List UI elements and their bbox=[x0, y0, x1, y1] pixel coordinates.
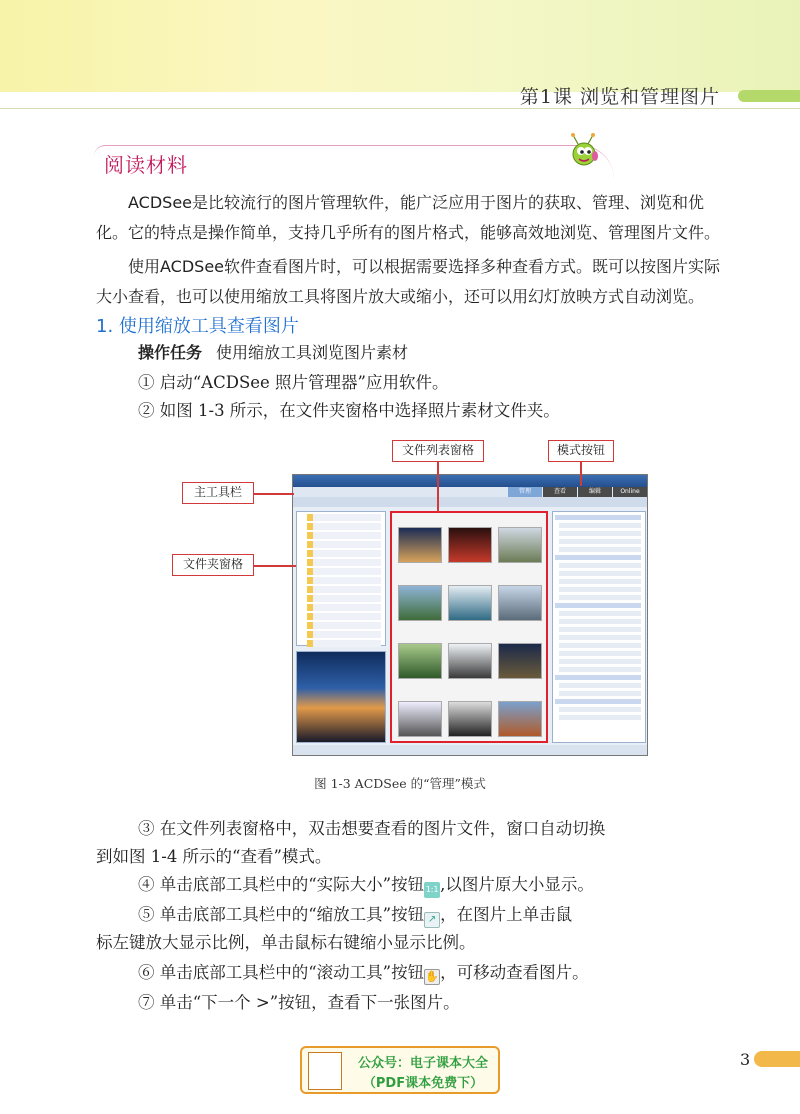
page-number: 3 bbox=[740, 1050, 751, 1069]
thumbnail bbox=[448, 527, 492, 563]
intro-paragraph: ACDSee是比较流行的图片管理软件，能广泛应用于图片的获取、管理、浏览和优化。它的特点是操作简单，支持几乎所有的图片格式，能够高效地浏览、管理图片文件。 bbox=[96, 193, 721, 242]
step-4-text-b: ,以图片原大小显示。 bbox=[440, 875, 594, 894]
thumbnail bbox=[398, 643, 442, 679]
step-3-line-1: ③ 在文件列表窗格中，双击想要查看的图片文件，窗口自动切换 bbox=[138, 819, 606, 838]
header-band bbox=[0, 0, 800, 92]
callout-file-list-pane: 文件列表窗格 bbox=[392, 440, 484, 462]
thumbnail bbox=[498, 701, 542, 737]
callout-leader bbox=[254, 493, 294, 495]
mode-tab-view[interactable]: 查看 bbox=[543, 487, 577, 497]
thumbnail bbox=[498, 585, 542, 621]
thumbnail bbox=[448, 643, 492, 679]
page-tab-decoration bbox=[754, 1051, 800, 1067]
callout-mode-buttons: 模式按钮 bbox=[548, 440, 614, 462]
mascot-icon bbox=[564, 132, 600, 168]
thumbnail bbox=[448, 701, 492, 737]
mode-tab-online[interactable]: Online bbox=[613, 487, 647, 497]
step-6-text-a: ⑥ 单击底部工具栏中的“滚动工具”按钮 bbox=[138, 963, 425, 982]
step-4 bbox=[138, 870, 594, 900]
task-text: 使用缩放工具浏览图片素材 bbox=[216, 343, 409, 362]
main-toolbar bbox=[293, 497, 647, 507]
step-5-line-1 bbox=[138, 900, 572, 930]
step-7: ⑦ 单击“下一个 >”按钮，查看下一张图片。 bbox=[138, 993, 460, 1012]
callout-leader bbox=[254, 565, 296, 567]
actual-size-icon: 1:1 bbox=[424, 882, 440, 898]
watermark-stamp bbox=[300, 1046, 500, 1094]
step-3-line-2: 到如图 1-4 所示的“查看”模式。 bbox=[96, 847, 332, 866]
section-heading: 1. 使用缩放工具查看图片 bbox=[96, 316, 299, 337]
reading-banner bbox=[94, 145, 714, 181]
lesson-tab-decoration bbox=[738, 90, 800, 102]
thumbnail bbox=[398, 701, 442, 737]
step-1: ① 启动“ACDSee 照片管理器”应用软件。 bbox=[138, 373, 449, 392]
task-line bbox=[138, 340, 408, 363]
step-5-line-2: 标左键放大显示比例，单击鼠标右键缩小显示比例。 bbox=[96, 933, 476, 952]
thumbnail bbox=[498, 527, 542, 563]
folder-pane bbox=[296, 511, 386, 646]
banner-title: 阅读材料 bbox=[104, 153, 188, 177]
properties-pane bbox=[552, 511, 646, 743]
book-icon bbox=[308, 1052, 342, 1090]
usage-paragraph: 使用ACDSee软件查看图片时，可以根据需要选择多种查看方式。既可以按图片实际大小查看，也可以使用缩放工具将图片放大或缩小，还可以用幻灯放映方式自动浏览。 bbox=[96, 257, 721, 306]
callout-leader bbox=[437, 462, 439, 512]
mode-tab-manage[interactable]: 管理 bbox=[508, 487, 542, 497]
mode-tab-edit[interactable]: 编辑 bbox=[578, 487, 612, 497]
hand-tool-icon: ✋ bbox=[425, 970, 439, 983]
preview-pane bbox=[296, 651, 386, 743]
mode-buttons bbox=[507, 487, 647, 497]
thumbnail bbox=[448, 585, 492, 621]
step-5-text-a: ⑤ 单击底部工具栏中的“缩放工具”按钮 bbox=[138, 905, 425, 924]
figure-caption: 图 1-3 ACDSee 的“管理”模式 bbox=[314, 776, 486, 791]
stamp-line-1: 公众号：电子课本大全 bbox=[357, 1056, 488, 1071]
acdsee-screenshot bbox=[292, 474, 648, 756]
lesson-title: 第1课 浏览和管理图片 bbox=[519, 86, 720, 108]
callout-leader bbox=[580, 462, 582, 486]
step-6-text-b: ，可移动查看图片。 bbox=[440, 963, 589, 982]
task-label: 操作任务 bbox=[138, 343, 203, 362]
stamp-line-2: （PDF课本免费下） bbox=[362, 1076, 484, 1091]
thumbnail bbox=[498, 643, 542, 679]
callout-main-toolbar: 主工具栏 bbox=[182, 482, 254, 504]
thumbnail bbox=[398, 527, 442, 563]
step-2: ② 如图 1-3 所示，在文件夹窗格中选择照片素材文件夹。 bbox=[138, 401, 560, 420]
callout-folder-pane: 文件夹窗格 bbox=[172, 554, 254, 576]
window-titlebar bbox=[293, 475, 647, 487]
status-bar bbox=[293, 745, 647, 755]
step-6 bbox=[138, 958, 589, 988]
step-4-text-a: ④ 单击底部工具栏中的“实际大小”按钮 bbox=[138, 875, 425, 894]
step-5-text-b: ，在图片上单击鼠 bbox=[440, 905, 573, 924]
file-list-pane bbox=[390, 511, 548, 743]
zoom-tool-icon: ↗ bbox=[424, 912, 440, 928]
thumbnail bbox=[398, 585, 442, 621]
